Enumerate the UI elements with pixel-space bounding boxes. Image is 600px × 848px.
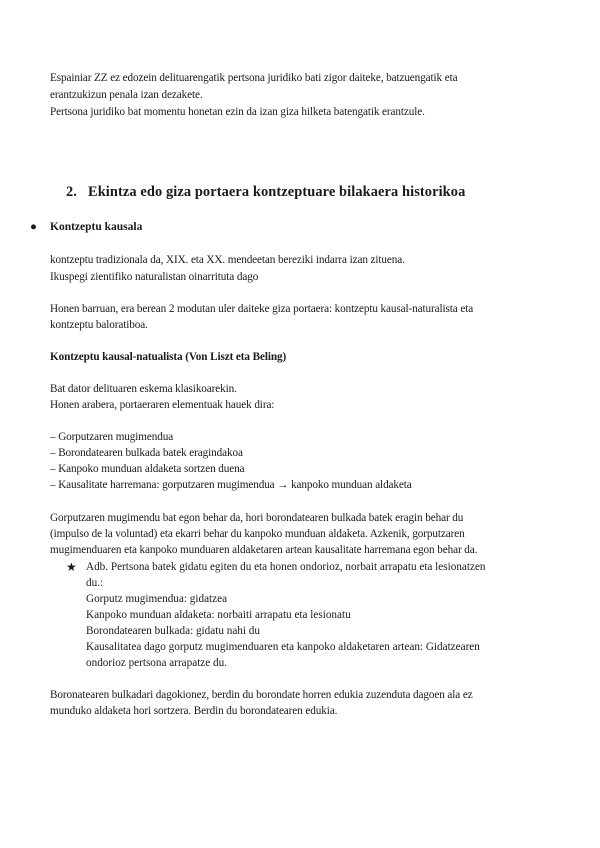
bullet-item bbox=[30, 221, 142, 233]
element-item-1: – Gorputzaren mugimendua bbox=[50, 431, 174, 443]
example-sub-item-1: Gorputz mugimendua: gidatzea bbox=[86, 593, 228, 605]
para2-line-1: Honen barruan, era berean 2 modutan uler daiteke giza portaera: kontzeptu kausal-naturalista eta bbox=[50, 303, 474, 315]
para4-line-2: (impulso de la voluntad) eta ekarri behar du kanpoko munduan aldaketa. Azkenik, gorputzaren bbox=[50, 528, 465, 540]
example-sub-item-2: Kanpoko munduan aldaketa: norbaiti arrapatu eta lesionatu bbox=[86, 609, 351, 621]
subheading: Kontzeptu kausal-natualista (Von Liszt eta Beling) bbox=[50, 351, 287, 363]
para4-line-1: Gorputzaren mugimendu bat egon behar da, hori borondatearen bulkada batek eragin behar du bbox=[50, 512, 464, 524]
element-item-2: – Borondatearen bulkada batek eragindakoa bbox=[50, 447, 243, 459]
example-sub-item-3: Borondatearen bulkada: gidatu nahi du bbox=[86, 625, 260, 637]
section-number: 2. bbox=[66, 184, 77, 200]
para1-line-1: kontzeptu tradizionala da, XIX. eta XX. mendeetan bereziki indarra izan zituena. bbox=[50, 254, 405, 266]
example-line-2: du.: bbox=[86, 577, 104, 589]
element-item-3: – Kanpoko munduan aldaketa sortzen duena bbox=[50, 463, 245, 475]
para2-line-2: kontzeptu baloratiboa. bbox=[50, 319, 148, 331]
para5-line-1: Boronatearen bulkadari dagokionez, berdin du borondate horren edukia zuzenduta dagoen ala ez bbox=[50, 689, 473, 701]
example-sub-item-4: Kausalitatea dago gorputz mugimenduaren eta kanpoko aldaketaren artean: Gidatzearen bbox=[86, 641, 480, 653]
section-title: Ekintza edo giza portaera kontzeptuare bilakaera historikoa bbox=[88, 184, 466, 200]
para5-line-2: munduko aldaketa hori sortzera. Berdin du borondatearen edukia. bbox=[50, 705, 338, 717]
intro-line-3: Pertsona juridiko bat momentu honetan ezin da izan giza hilketa batengatik erantzule. bbox=[50, 106, 425, 118]
element-item-4: – Kausalitate harremana: gorputzaren mugimendua → kanpoko munduan aldaketa bbox=[50, 479, 412, 491]
para3-line-2: Honen arabera, portaeraren elementuak hauek dira: bbox=[50, 399, 275, 411]
section-heading bbox=[66, 184, 465, 201]
example-line-1: Adb. Pertsona batek gidatu egiten du eta honen ondorioz, norbait arrapatu eta lesionatzen bbox=[86, 561, 486, 573]
intro-line-1: Espainiar ZZ ez edozein delituarengatik pertsona juridiko bati zigor daiteke, batzuengatik eta bbox=[50, 72, 458, 84]
intro-line-2: erantzukizun penala izan dezakete. bbox=[50, 89, 203, 101]
star-icon: ★ bbox=[66, 560, 77, 574]
para4-line-3: mugimenduaren eta kanpoko munduaren aldaketaren artean kausalitate harremana egon behar da. bbox=[50, 544, 478, 556]
para3-line-1: Bat dator delituaren eskema klasikoarekin. bbox=[50, 383, 237, 395]
para1-line-2: Ikuspegi zientifiko naturalistan oinarrituta dago bbox=[50, 271, 259, 283]
bullet-label: Kontzeptu kausala bbox=[50, 221, 143, 233]
example-sub-item-5: ondorioz pertsona arrapatze du. bbox=[86, 657, 228, 669]
bullet-dot-icon: ● bbox=[30, 221, 37, 233]
